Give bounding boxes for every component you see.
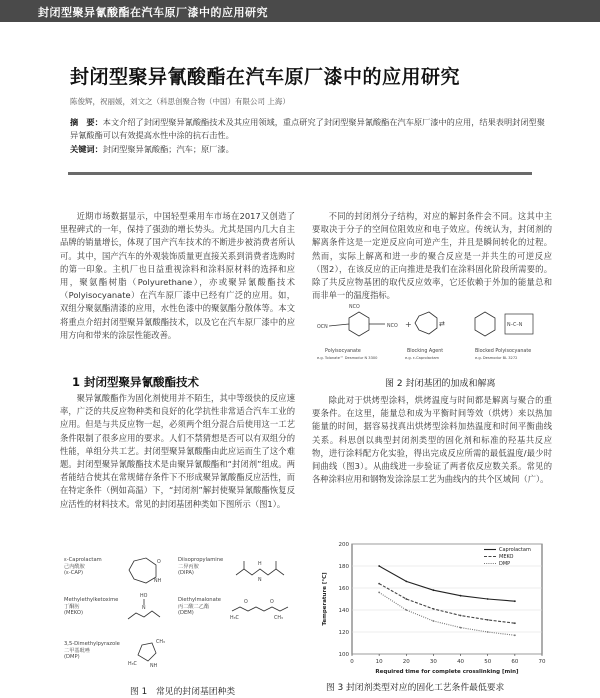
svg-text:CH₃: CH₃ bbox=[274, 616, 283, 621]
chart-legend-label: MEKO bbox=[499, 554, 514, 560]
chart-legend-label: Caprolactam bbox=[499, 547, 531, 553]
chart-y-axis-label: Temperature [°C] bbox=[322, 572, 328, 626]
chart-x-tick-label: 20 bbox=[402, 659, 410, 665]
section-heading: 1 封闭型聚异氰酸酯技术 bbox=[72, 375, 200, 389]
dmp-structure-icon bbox=[128, 635, 168, 669]
figure-3-caption: 图 3 封闭剂类型对应的固化工艺条件最低要求 bbox=[326, 683, 505, 693]
abstract-label: 摘 要： bbox=[70, 117, 103, 127]
svg-text:N–C–N: N–C–N bbox=[507, 323, 523, 328]
chart-y-tick-label: 160 bbox=[338, 586, 349, 592]
chart-x-tick-label: 70 bbox=[538, 659, 546, 665]
fig2-blocked-sub: e.g. Desmodur BL 3272 bbox=[475, 356, 518, 360]
intro-paragraph: 近期市场数据显示，中国轻型乘用车市场在2017又创造了里程碑式的一年，保持了强劲的增长势头。尤其是国内几大自主品牌的销量增长，体现了国产汽车技术的不断进步被消费者所认可。其中，国产汽车的外观装饰质量更直接关系到消费者选购时的第一印象。主机厂也日益重视涂料和涂料原材料的选择和应用，聚氨酯树脂（Polyurethane），亦或聚异氰酸酯技术（Polyisocyanate）在汽车原厂漆中已经有广泛的应用。如，双组分聚氨酯清漆的应用，水性色漆中的聚氨酯分散体等。本文将重点介绍封闭型聚异氰酸酯技术，以及它在汽车原厂漆中的应用方向和带来的涂层性能改善。 bbox=[60, 211, 295, 340]
chart-y-tick-label: 200 bbox=[338, 542, 349, 548]
diethylmalonate-structure-icon bbox=[230, 595, 294, 621]
figure-1-blocking-groups bbox=[62, 555, 294, 677]
chart-x-tick-label: 10 bbox=[375, 659, 383, 665]
fig2-polyisocyanate-label: Polyisocyanate bbox=[325, 349, 361, 354]
chart-point-meko bbox=[487, 619, 489, 621]
chart-point-dmp bbox=[460, 627, 462, 629]
chart-point-meko bbox=[514, 622, 516, 624]
abstract bbox=[70, 116, 550, 141]
fig1-entry-cap: ε-Caprolactam 己内酰胺 (ε-CAP) bbox=[64, 557, 102, 577]
svg-text:H₃C: H₃C bbox=[128, 662, 137, 667]
abstract-text: 本文介绍了封闭型聚异氰酸酯技术及其应用领域，重点研究了封闭型聚异氰酸酯在汽车原厂漆中的应用，结果表明封闭型聚异氰酸酯可以有效提高水性中涂的抗石击性。 bbox=[70, 117, 545, 140]
meko-structure-icon bbox=[124, 591, 164, 623]
fig2-ocn-label: OCN bbox=[317, 325, 328, 330]
right-paragraph-2: 除此对于烘烤型涂料，烘烤温度与时间都是解离与聚合的重要条件。在这里，能量总和成为平衡时间等效（烘烤）来以热加能量的时间，据容易找真出烘烤型涂料加热温度和时间平衡曲线关系。科思创以典型封闭剂类型的固化剂和标准的羟基共反应物，进行涂料配方化实验，得出完成反应所需的最低温度/最少时间曲线（图3）。从曲线进一步验证了两者依反应数关系。常见的各种涂料应用和钢物发涂涂层工艺为曲线内的共个区域间（广）。 bbox=[312, 395, 552, 485]
chart-point-caprolactam bbox=[433, 589, 435, 591]
fig1-entry-meko: Methylethylketoxime 丁酮肟 (MEKO) bbox=[64, 597, 119, 617]
chart-point-dmp bbox=[514, 634, 516, 636]
chart-point-meko bbox=[460, 615, 462, 617]
chart-y-tick-label: 140 bbox=[338, 608, 349, 614]
svg-text:NH: NH bbox=[154, 579, 162, 584]
chart-point-dmp bbox=[433, 620, 435, 622]
svg-text:⇄: ⇄ bbox=[439, 320, 445, 328]
fig2-blocking-agent-label: Blocking Agent bbox=[407, 349, 444, 354]
running-title: 封闭型聚异氰酸酯在汽车原厂漆中的应用研究 bbox=[38, 6, 268, 19]
chart-point-dmp bbox=[405, 609, 407, 611]
diisopropylamine-structure-icon bbox=[234, 557, 292, 583]
chart-point-dmp bbox=[487, 631, 489, 633]
left-column-section bbox=[60, 392, 295, 511]
section-paragraph: 聚异氰酸酯作为固化剂使用并不陌生，其中等级快的反应速率，广泛的共反应物种类和良好的化学抗性非常适合汽车工业的应用。但是与共反应物一起，必须两个组分混合后使用这一工艺条件限制了很多应用的要求。人们不禁猜想是否可以有双组分的性能，单组分共工艺。封闭型聚异氰酸酯由此应运而生了这个难题。封闭型聚异氰酸酯技术是由聚异氰酸酯和“封闭剂”组成。两者能结合使其在常规储存条件下不形成聚异氰酸酯反应活性，而在特定条件（例如高温）下，“封闭剂”解封使聚异氰酸酯恢复反应活性的材料技术。常见的封闭基团种类如下图所示（图1）。 bbox=[60, 393, 295, 509]
chart-point-meko bbox=[378, 583, 380, 585]
svg-text:HO: HO bbox=[140, 594, 148, 599]
svg-text:O: O bbox=[270, 600, 274, 605]
article-title: 封闭型聚异氰酸酯在汽车原厂漆中的应用研究 bbox=[70, 66, 461, 88]
fig2-blocked-label: Blocked Polyisocyanate bbox=[475, 349, 532, 354]
figure-2-reaction-scheme bbox=[315, 300, 553, 372]
svg-text:NCO: NCO bbox=[387, 324, 398, 329]
chart-point-caprolactam bbox=[405, 581, 407, 583]
chart-point-caprolactam bbox=[378, 565, 380, 567]
chart-x-axis-label: Required time for complete crosslinking [min] bbox=[375, 669, 519, 675]
svg-text:CH₃: CH₃ bbox=[156, 640, 165, 645]
keywords-label: 关键词： bbox=[70, 144, 103, 154]
chart-point-caprolactam bbox=[514, 600, 516, 602]
fig2-nco-label: NCO bbox=[349, 305, 360, 310]
chart-point-meko bbox=[405, 598, 407, 600]
fig1-entry-dmp: 3,5-Dimethylpyrazole 二甲基吡唑 (DMP) bbox=[64, 641, 120, 661]
svg-text:O: O bbox=[244, 600, 248, 605]
right-column-lower bbox=[312, 394, 552, 486]
chart-x-tick-label: 40 bbox=[457, 659, 465, 665]
chart-x-tick-label: 0 bbox=[350, 659, 354, 665]
article-authors: 陈俊辉，祝丽媛，刘文之（科思创聚合物（中国）有限公司 上海） bbox=[70, 97, 290, 106]
fig2-polyisocyanate-sub: e.g. Tolonate™ Desmodur N 3300 bbox=[317, 356, 378, 360]
svg-text:N: N bbox=[142, 606, 146, 611]
chart-series-line-dmp bbox=[379, 592, 515, 635]
left-column bbox=[60, 210, 295, 342]
right-column bbox=[312, 210, 552, 302]
svg-text:H₃C: H₃C bbox=[230, 616, 239, 621]
figure-3-chart bbox=[318, 536, 550, 676]
chart-legend-label: DMP bbox=[499, 561, 511, 567]
chart-x-tick-label: 60 bbox=[511, 659, 519, 665]
svg-text:H: H bbox=[258, 562, 262, 567]
caprolactam-structure-icon bbox=[124, 555, 164, 585]
chart-y-tick-label: 120 bbox=[338, 630, 349, 636]
fig1-entry-dipa: Diisopropylamine 二异丙胺 (DIPA) bbox=[178, 557, 224, 577]
chart-series-line-meko bbox=[379, 584, 515, 624]
chart-y-tick-label: 180 bbox=[338, 564, 349, 570]
chart-series-line-caprolactam bbox=[379, 566, 515, 601]
figure-2-caption: 图 2 封闭基团的加成和解离 bbox=[385, 379, 496, 389]
chart-point-meko bbox=[433, 608, 435, 610]
svg-text:+: + bbox=[405, 320, 412, 329]
temperature-time-chart bbox=[318, 536, 550, 676]
fig2-blocking-agent-sub: e.g. ε-Caprolactam bbox=[405, 356, 440, 360]
keywords-text: 封闭型聚异氰酸酯；汽车；原厂漆。 bbox=[102, 144, 234, 154]
svg-text:O: O bbox=[157, 560, 161, 565]
keywords bbox=[70, 144, 550, 155]
running-header-bar bbox=[0, 0, 600, 22]
chart-point-caprolactam bbox=[487, 598, 489, 600]
chart-x-tick-label: 30 bbox=[429, 659, 437, 665]
chart-x-tick-label: 50 bbox=[484, 659, 492, 665]
chart-point-caprolactam bbox=[460, 595, 462, 597]
section-divider bbox=[68, 172, 532, 175]
svg-text:NH: NH bbox=[150, 664, 158, 669]
reaction-scheme-diagram bbox=[315, 300, 553, 372]
chart-point-dmp bbox=[378, 592, 380, 594]
chart-plot-frame bbox=[352, 544, 542, 654]
right-paragraph-1: 不同的封闭剂分子结构，对应的解封条件会不同。这其中主要取决于分子的空间位阻效应和电子效应。传统认为，封闭剂的解离条件这是一定逆反应向可逆产生，并且是瞬间转化的过程。然而，实际上解离和进一步的聚合反应是一并共生的可逆反应（图2），在该反应的正向推进是我们在涂料固化阶段所需要的。除了共反应物基团的取代反应效率，它还依赖于外加的能量总和而非单一的温度指标。 bbox=[312, 211, 552, 301]
chart-y-tick-label: 100 bbox=[338, 652, 349, 658]
figure-1-caption: 图 1 常见的封闭基团种类 bbox=[130, 687, 236, 697]
svg-text:N: N bbox=[258, 578, 262, 583]
fig1-entry-dem: Diethylmalonate 丙二酸二乙酯 (DEM) bbox=[178, 597, 221, 617]
